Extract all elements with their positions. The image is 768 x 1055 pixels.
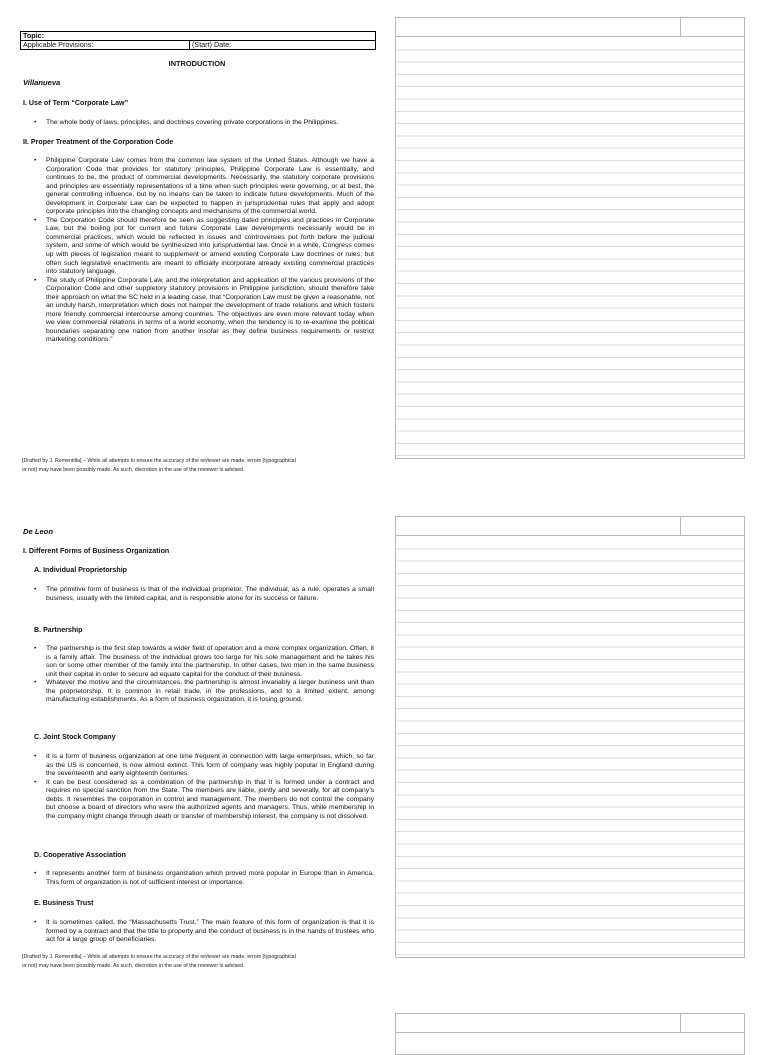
date-label: (Start) Date:	[192, 40, 232, 49]
bullet-list-proper-treatment	[34, 157, 374, 345]
footer-disclaimer: [Drafted by J. Rementilla] – While all attempts to ensure the accuracy of the reviewer are made, errors (typographical or not) may have been possibly made. As such, discretion in the use of the reviewer is advised.	[22, 954, 296, 969]
provisions-label: Applicable Provisions:	[21, 41, 190, 49]
bullet-list-joint-stock	[34, 753, 374, 821]
bullet-list-partnership	[34, 645, 374, 705]
list-item: • Philippine Corporate Law comes from the common law system of the United States. Although we have a Corporation Code that provides for statutory principles, Philippine Corporate Law is essentially, and continues to be, the product of commercial developments. Necessarily, the statutory corporate provisions and principles are essentially representations of a time when such principles were governing, or at best, the general controlling influence, but by no means can be taken to indicate future developments. Much of the development in Corporate Law can be expected to happen in jurisprudential rules that apply and adopt corporate principles into the changing concepts and mechanisms of the commercial world.	[34, 157, 374, 216]
author-de-leon: De Leon	[23, 527, 53, 536]
page-title: INTRODUCTION	[168, 59, 226, 68]
list-item: • The Corporation Code should therefore be seen as suggesting dated principles and practices in Corporate Law, but the boiling pot for current and future Corporate Law developments necessarily would be in commercial practices, which would be reflected in issues and controversies put forth before the judicial system, and some of which would be synthesized into jurisprudential law. Once in a while, Congress comes up with pieces of legislation meant to supplement or amend existing Corporate Law doctrines or rules; but often such legislative enactments are meant to officially incorporate already existing commercial practices into statutory language.	[34, 216, 374, 276]
subheading-business-trust: E. Business Trust	[34, 899, 94, 907]
list-item: • It is sometimes called, the “Massachusetts Trust.” The main feature of this form of organization is that it is formed by a contract and that the title to property and the conduct of business is in the hands of trustees who act for a large group of beneficiaries.	[34, 919, 374, 944]
bullet-list-business-trust	[34, 919, 374, 945]
bullet-list-use-of-term	[34, 119, 374, 128]
notes-panel	[395, 17, 745, 459]
notes-header	[396, 18, 744, 37]
notes-lines	[396, 537, 744, 957]
section-heading-business-forms: I. Different Forms of Business Organization	[23, 547, 170, 555]
subheading-cooperative-association: D. Cooperative Association	[34, 851, 126, 859]
header-table	[20, 31, 376, 50]
author-villanueva: Villanueva	[23, 78, 61, 87]
list-item: • The whole body of laws, principles, and doctrines covering private corporations in the Philippines.	[34, 119, 339, 126]
footer-disclaimer: [Drafted by J. Rementilla] – While all attempts to ensure the accuracy of the reviewer are made, errors (typographical or not) may have been possibly made. As such, discretion in the use of the reviewer is advised.	[22, 458, 296, 473]
list-item: • Whatever the motive and the circumstances, the partnership is almost invariably a larger business unit than the proprietorship. It is common in retail trade, in the professions, and to a limited extent, among manufacturing establishments. As a form of business organization, it is losing ground.	[34, 679, 374, 704]
list-item: • The primitive form of business is that of the individual proprietor. The individual, as a rule, operates a small business, usually with the limited capital, and is responsible alone for its success or failure.	[34, 586, 374, 602]
notes-header	[396, 517, 744, 536]
section-heading-proper-treatment: II. Proper Treatment of the Corporation Code	[23, 138, 174, 146]
topic-label: Topic:	[23, 31, 45, 40]
provisions-row	[21, 41, 375, 49]
list-item: • It represents another form of business organization which proved more popular in Europe than in America. This form of organization is not of sufficient interest or importance.	[34, 870, 374, 886]
list-item: • The study of Philippine Corporate Law, and the interpretation and application of the various provisions of the Corporation Code and other suppletory statutory provisions in Philippine jurisdiction, should therefore take their approach on what the SC held in a leading case, that “Corporation Law must be given a reasonable, not an unduly harsh, interpretation which does not hamper the development of trade relations and which fosters more friendly commercial intercourse among countries. The objectives are even more relevant today when we view commercial relations in terms of a world economy, when the tendency is to re-examine the political boundaries separating one nation from another insofar as they define business requirements or restrict marketing conditions.”	[34, 276, 374, 344]
bullet-list-cooperative	[34, 870, 374, 887]
section-heading-use-of-term: I. Use of Term “Corporate Law”	[23, 99, 129, 107]
notes-panel	[395, 1013, 745, 1055]
list-item: • The partnership is the first step towards a wider field of operation and a more complex organization. Often, it is a family affair. The business of the individual grows too large for his sole management and he takes his son or some other member of the family into the partnership. In other cases, two men in the same business unit their capital in order to secure ad equate capital for the conduct of their business.	[34, 645, 374, 678]
list-item: • It can be best considered as a combination of the partnership in that it is formed under a contract and requires no special sanction from the State. The members are liable, jointly and severally, for all company’s debts. It resembles the corporation in control and management. The members do not control the company but choose a board of directors who were the authorized agents and managers. Thus, while membership in the company might change through death or transfer of membership interest, the company is not dissolved.	[34, 778, 374, 820]
notes-lines	[396, 38, 744, 458]
notes-panel	[395, 516, 745, 958]
subheading-individual-proprietorship: A. Individual Proprietorship	[34, 566, 128, 574]
bullet-list-proprietorship	[34, 586, 374, 603]
subheading-partnership: B. Partnership	[34, 626, 83, 634]
list-item: • It is a form of business organization at one time frequent in connection with large enterprises, which, so far as the US is concerned, is now almost extinct. This form of company was highly popular in England during the seventeenth and early eighteenth centuries.	[34, 753, 374, 778]
subheading-joint-stock-company: C. Joint Stock Company	[34, 733, 116, 741]
